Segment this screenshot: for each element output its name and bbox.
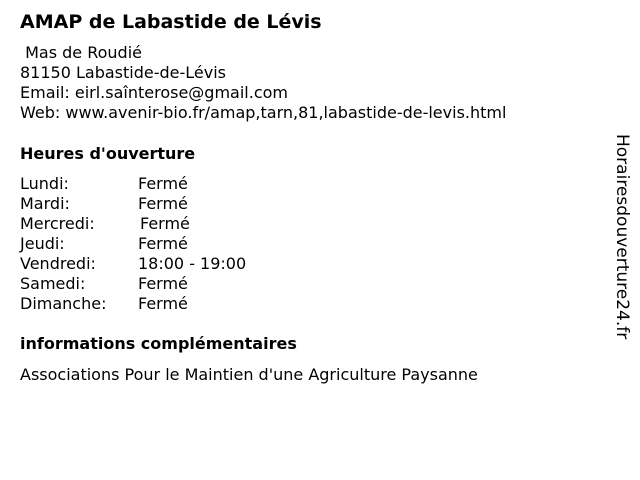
address-street: Mas de Roudié <box>20 43 142 62</box>
day-label: Lundi: <box>20 174 69 193</box>
day-label: Jeudi: <box>20 234 65 253</box>
day-hours: Fermé <box>138 194 188 213</box>
day-label: Mercredi: <box>20 214 95 233</box>
web-line: Web: www.avenir-bio.fr/amap,tarn,81,labastide-de-levis.html <box>20 103 507 122</box>
business-name: AMAP de Labastide de Lévis <box>20 11 322 33</box>
day-hours: Fermé <box>140 214 190 233</box>
day-label: Mardi: <box>20 194 70 213</box>
email-line: Email: eirl.saînterose@gmail.com <box>20 83 288 102</box>
day-hours: 18:00 - 19:00 <box>138 254 247 273</box>
info-text: Associations Pour le Maintien d'une Agriculture Paysanne <box>20 365 478 384</box>
day-label: Vendredi: <box>20 254 96 273</box>
address-city: 81150 Labastide-de-Lévis <box>20 63 226 82</box>
day-hours: Fermé <box>138 274 188 293</box>
day-hours: Fermé <box>138 234 188 253</box>
hours-heading: Heures d'ouverture <box>20 144 196 163</box>
day-hours: Fermé <box>138 294 188 313</box>
day-label: Dimanche: <box>20 294 107 313</box>
info-heading: informations complémentaires <box>20 334 297 353</box>
watermark: Horairesdouverture24.fr <box>612 134 632 340</box>
day-hours: Fermé <box>138 174 188 193</box>
day-label: Samedi: <box>20 274 86 293</box>
